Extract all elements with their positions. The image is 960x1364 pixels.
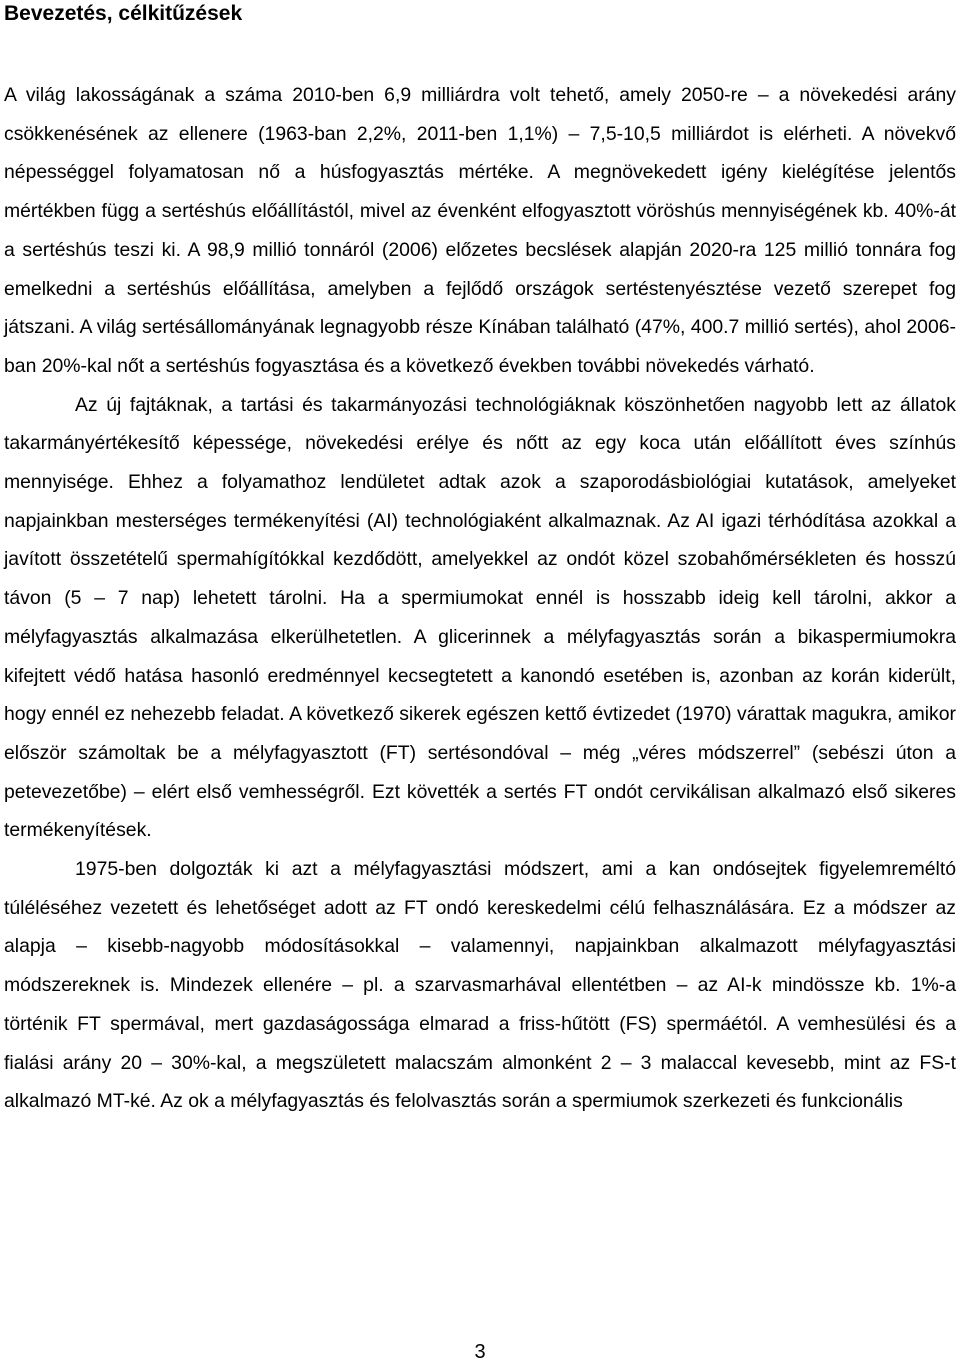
section-heading: Bevezetés, célkitűzések	[4, 2, 243, 25]
page-number: 3	[474, 1341, 486, 1363]
paragraph-freezing-method: 1975-ben dolgozták ki azt a mélyfagyasztási módszert, ami a kan ondósejtek figyelemreméltó túléléséhez vezetett és lehetőséget adott az FT ondó kereskedelmi célú felhasználására. Ez a módszer az alapja – kisebb-nagyobb módosításokkal – valamennyi, napjainkban alkalmazott mélyfagyasztási módszereknek is. Mindezek ellenére – pl. a szarvasmarhával ellentétben – az AI-k mindössze kb. 1%-a történik FT spermával, mert gazdaságossága elmarad a friss-hűtött (FS) spermáétól. A vemhesülési és a fialási arány 20 – 30%-kal, a megszületett malacszám almonként 2 – 3 malaccal kevesebb, mint az FS-t alkalmazó MT-ké. Az ok a mélyfagyasztás és felolvasztás során a spermiumok szerkezeti és funkcionális	[4, 858, 956, 1113]
document-page	[4, 0, 956, 1121]
paragraph-breeding-technology: Az új fajtáknak, a tartási és takarmányozási technológiáknak köszönhetően nagyobb lett az állatok takarmányértékesítő képessége, növekedési erélye és nőtt az egy koca után előállított éves színhús mennyisége. Ehhez a folyamathoz lendületet adtak azok a szaporodásbiológiai kutatások, amelyeket napjainkban mesterséges termékenyítési (AI) technológiaként alkalmaznak. Az AI igazi térhódítása azokkal a javított összetételű spermahígítókkal kezdődött, amelyekkel az ondót közel szobahőmérsékleten és hosszú távon (5 – 7 nap) lehetett tárolni. Ha a spermiumokat ennél is hosszabb ideig kell tárolni, akkor a mélyfagyasztás alkalmazása elkerülhetetlen. A glicerinnek a mélyfagyasztás során a bikaspermiumokra kifejtett védő hatása hasonló eredménnyel kecsegtetett a kanondó esetében is, azonban az korán kiderült, hogy ennél ez nehezebb feladat. A következő sikerek egészen kettő évtizedet (1970) várattak magukra, amikor először számoltak be a mélyfagyasztott (FT) sertésondóval – még „véres módszerrel” (sebészi úton a petevezetőbe) – elért első vemhességről. Ezt követték a sertés FT ondót cervikálisan alkalmazó első sikeres termékenyítések.	[4, 393, 956, 842]
paragraph-intro: A világ lakosságának a száma 2010-ben 6,9 milliárdra volt tehető, amely 2050-re – a növekedési arány csökkenésének az ellenere (1963-ban 2,2%, 2011-ben 1,1%) – 7,5-10,5 milliárdot is elérheti. A növekvő népességgel folyamatosan nő a húsfogyasztás mértéke. A megnövekedett igény kielégítése jelentős mértékben függ a sertéshús előállítástól, mivel az évenként elfogyasztott vöröshús mennyiségének kb. 40%-át a sertéshús teszi ki. A 98,9 millió tonnáról (2006) előzetes becslések alapján 2020-ra 125 millió tonnára fog emelkedni a sertéshús előállítása, amelyben a fejlődő országok sertéstenyésztése vezető szerepet fog játszani. A világ sertésállományának legnagyobb része Kínában található (47%, 400.7 millió sertés), ahol 2006-ban 20%-kal nőt a sertéshús fogyasztása és a következő években további növekedés várható.	[4, 84, 956, 377]
